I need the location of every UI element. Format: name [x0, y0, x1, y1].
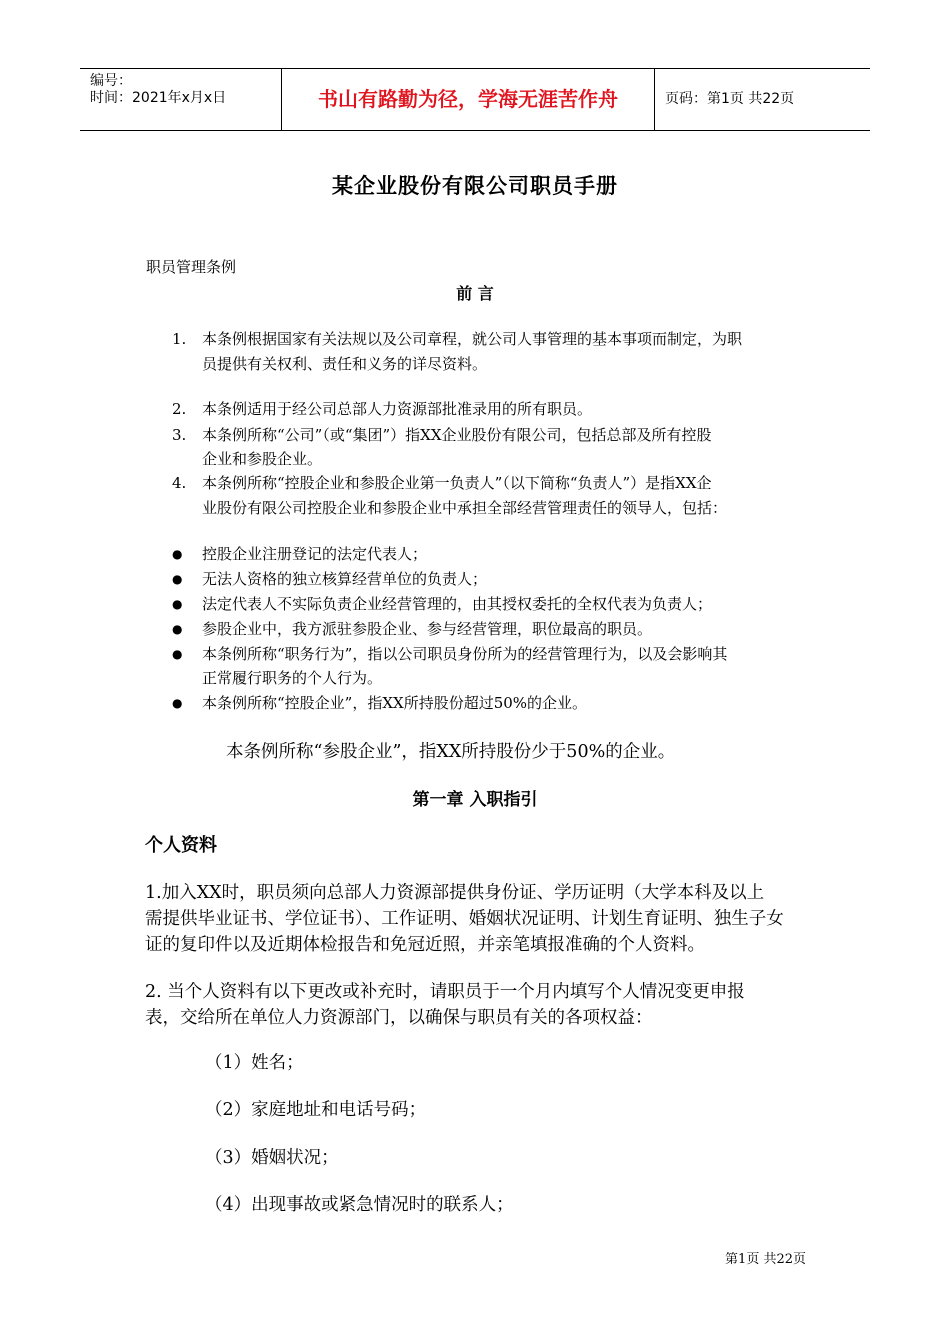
time-label: 时间：2021年x月x日: [90, 90, 227, 106]
header-page-cell: [655, 69, 870, 130]
item-number: 1.: [172, 330, 187, 348]
item-line: 本条例所称“控股企业和参股企业第一负责人”（以下简称“负责人”）是指XX企: [202, 474, 712, 492]
item-line: 业股份有限公司控股企业和参股企业中承担全部经营管理责任的领导人，包括：: [202, 499, 728, 517]
paragraph-line: 需提供毕业证书、学位证书）、工作证明、婚姻状况证明、计划生育证明、独生子女: [145, 909, 784, 929]
item-line: 本条例适用于经公司总部人力资源部批准录用的所有职员。: [202, 400, 593, 418]
subsection-heading: 个人资料: [145, 835, 217, 856]
item-line: 本条例根据国家有关法规以及公司章程，就公司人事管理的基本事项而制定，为职: [202, 330, 743, 348]
sub-item: （3）婚姻状况；: [205, 1148, 339, 1168]
section-label: 职员管理条例: [146, 258, 237, 276]
bullet-line: 正常履行职务的个人行为。: [202, 669, 383, 687]
bullet-icon: ●: [172, 597, 183, 611]
bullet-icon: ●: [172, 696, 183, 710]
motto: 书山有路勤为径，学海无涯苦作舟: [318, 87, 618, 111]
item-line: 企业和参股企业。: [202, 450, 323, 468]
preface-heading: 前 言: [456, 284, 494, 303]
bullet-line: 法定代表人不实际负责企业经营管理的，由其授权委托的全权代表为负责人；: [202, 595, 713, 613]
paragraph-line: 证的复印件以及近期体检报告和免冠近照，并亲笔填报准确的个人资料。: [145, 935, 705, 955]
header-motto-cell: [282, 69, 655, 130]
bullet-icon: ●: [172, 622, 183, 636]
chapter-heading: 第一章 入职指引: [412, 790, 538, 810]
bullet-line: 本条例所称“职务行为”，指以公司职员身份所为的经营管理行为，以及会影响其: [202, 645, 728, 663]
bullet-line: 本条例所称“控股企业”，指XX所持股份超过50%的企业。: [202, 694, 588, 712]
number-label: 编号：: [90, 73, 132, 89]
page-footer: 第1页 共22页: [725, 1252, 806, 1267]
bullet-line: 参股企业中，我方派驻参股企业、参与经营管理，职位最高的职员。: [202, 620, 653, 638]
page-label: 页码：第1页 共22页: [665, 91, 795, 107]
header-meta-cell: [80, 69, 282, 130]
bullet-icon: ●: [172, 547, 183, 561]
sub-item: （1）姓名；: [205, 1053, 304, 1073]
item-line: 员提供有关权利、责任和义务的详尽资料。: [202, 355, 488, 373]
paragraph-line: 1.加入XX时，职员须向总部人力资源部提供身份证、学历证明（大学本科及以上: [145, 883, 765, 903]
paragraph-line: 表，交给所在单位人力资源部门，以确保与职员有关的各项权益：: [145, 1008, 653, 1028]
item-number: 3.: [172, 426, 187, 444]
sub-item: （4）出现事故或紧急情况时的联系人；: [205, 1195, 514, 1215]
paragraph-line: 2. 当个人资料有以下更改或补充时，请职员于一个月内填写个人情况变更申报: [145, 982, 745, 1002]
item-number: 2.: [172, 400, 187, 418]
standalone-line: 本条例所称“参股企业”，指XX所持股份少于50%的企业。: [226, 742, 676, 762]
bullet-icon: ●: [172, 647, 183, 661]
bullet-line: 无法人资格的独立核算经营单位的负责人；: [202, 570, 488, 588]
document-title: 某企业股份有限公司职员手册: [332, 173, 618, 198]
item-number: 4.: [172, 474, 187, 492]
bullet-line: 控股企业注册登记的法定代表人；: [202, 545, 428, 563]
header-table: [80, 68, 870, 131]
item-line: 本条例所称“公司”（或“集团”）指XX企业股份有限公司，包括总部及所有控股: [202, 426, 712, 444]
bullet-icon: ●: [172, 572, 183, 586]
sub-item: （2）家庭地址和电话号码；: [205, 1100, 427, 1120]
